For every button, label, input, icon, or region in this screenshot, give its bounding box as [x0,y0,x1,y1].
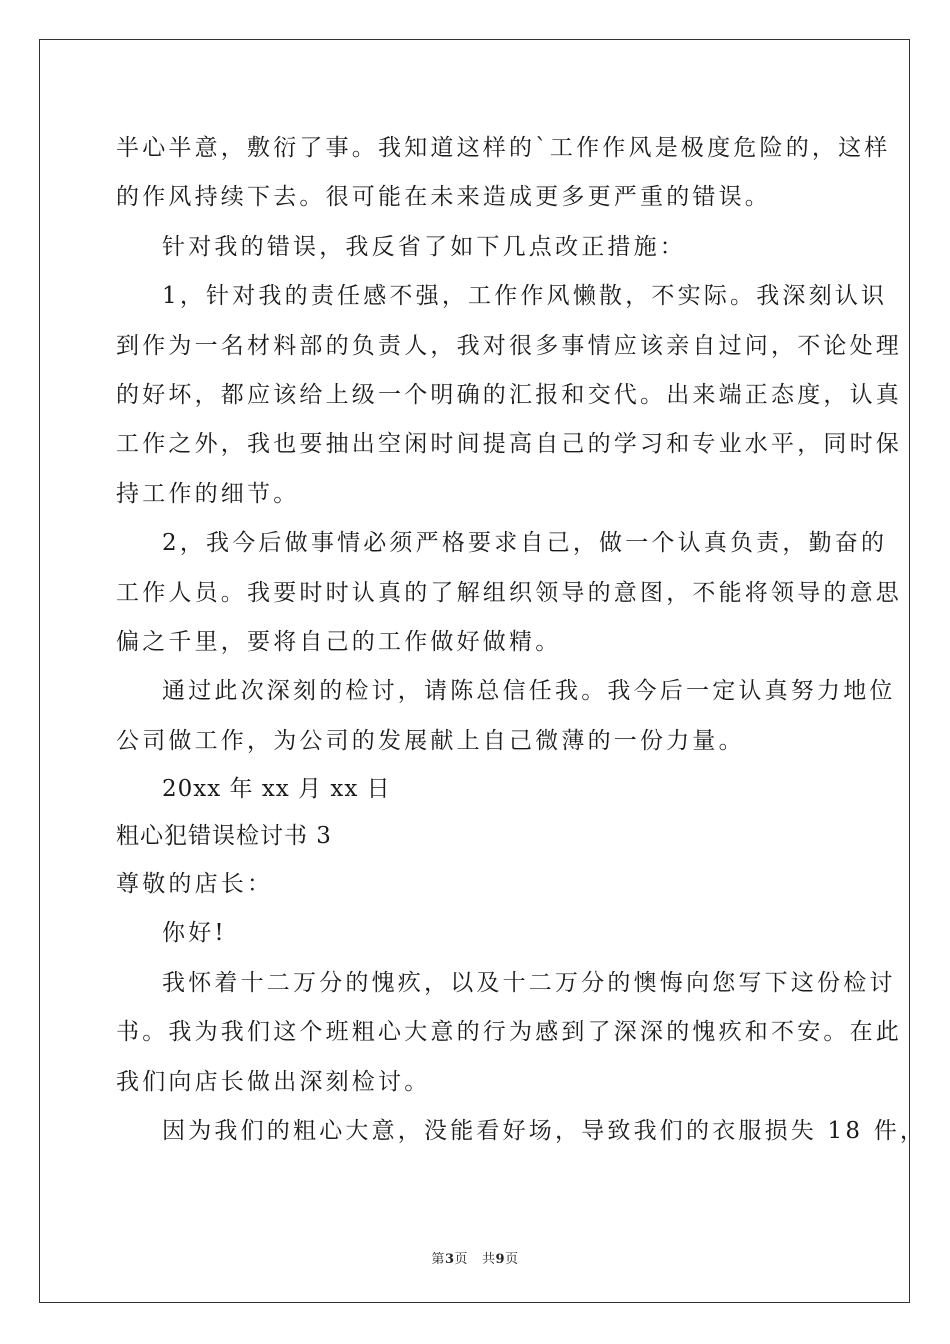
total-suffix: 页 [505,1252,519,1267]
paragraph-line: 持工作的细节。 [116,480,300,507]
paragraph-line: 书。我为我们这个班粗心大意的行为感到了深深的愧疚和不安。在此 [116,1019,902,1046]
section-title: 粗心犯错误检讨书 3 [116,823,332,850]
paragraph-line: 工作人员。我要时时认真的了解组织领导的意图，不能将领导的意思 [116,579,902,606]
paragraph-line: 我们向店长做出深刻检讨。 [116,1068,431,1095]
paragraph-line: 半心半意，敷衍了事。我知道这样的`工作作风是极度危险的，这样 [116,135,891,161]
paragraph-line: 的作风持续下去。很可能在未来造成更多更严重的错误。 [116,184,771,211]
paragraph-line: 公司做工作，为公司的发展献上自己微薄的一份力量。 [116,727,745,754]
paragraph-line: 我怀着十二万分的愧疚，以及十二万分的懊悔向您写下这份检讨 [162,969,896,996]
greeting: 你好! [162,920,227,947]
salutation: 尊敬的店长： [116,871,274,898]
paragraph-line: 通过此次深刻的检讨，请陈总信任我。我今后一定认真努力地位 [162,678,896,705]
page-current: 3 [444,1252,455,1267]
date-line: 20xx 年 xx 月 xx 日 [162,776,391,803]
page-footer [0,1248,950,1267]
page-total: 9 [495,1252,506,1267]
paragraph-line: 的好坏，都应该给上级一个明确的汇报和交代。出来端正态度，认真 [116,381,902,408]
paragraph-line: 工作之外，我也要抽出空闲时间提高自己的学习和专业水平，同时保 [116,431,902,458]
paragraph-line: 1，针对我的责任感不强，工作作风懒散，不实际。我深刻认识 [162,283,888,310]
total-prefix: 共 [482,1252,496,1267]
paragraph-line: 因为我们的粗心大意，没能看好场，导致我们的衣服损失 18 件， [162,1118,927,1145]
page-suffix: 页 [454,1252,468,1267]
page-prefix: 第 [431,1252,445,1267]
paragraph-line: 偏之千里，要将自己的工作做好做精。 [116,628,562,655]
document-body [116,124,927,1156]
paragraph-line: 2，我今后做事情必须严格要求自己，做一个认真负责，勤奋的 [162,530,888,557]
paragraph-line: 到作为一名材料部的负责人，我对很多事情应该亲自过问，不论处理 [116,332,902,359]
paragraph-line: 针对我的错误，我反省了如下几点改正措施： [162,233,686,260]
